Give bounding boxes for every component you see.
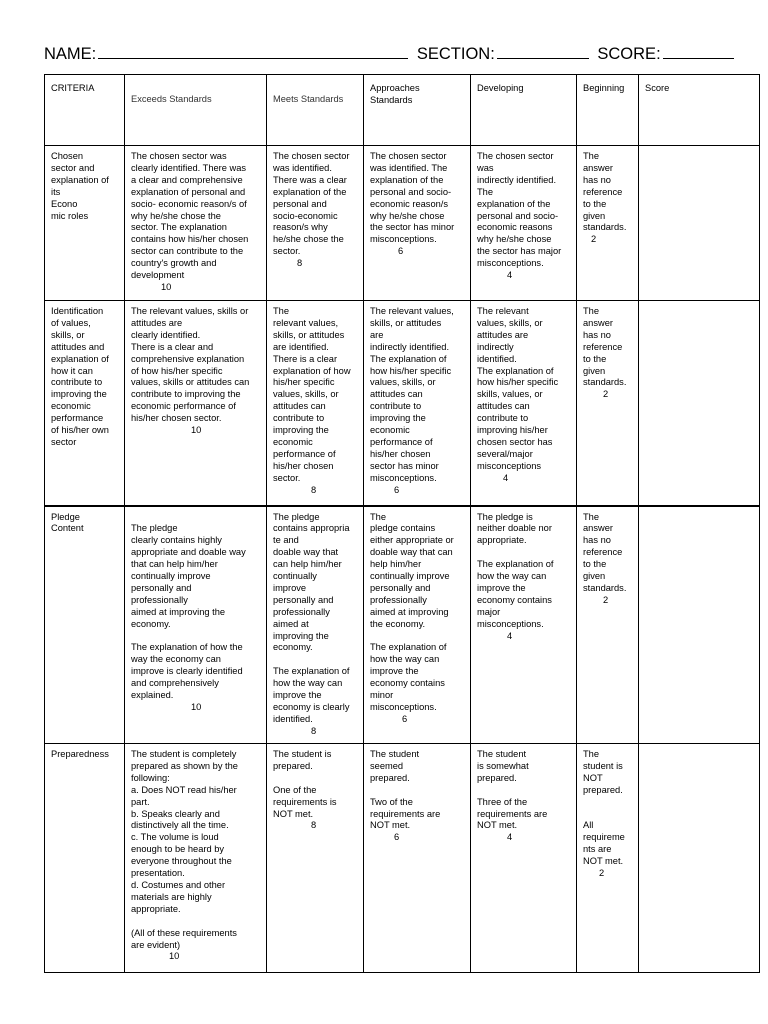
points-value: 10 [191, 702, 202, 712]
criteria-cell: Pledge Content [45, 506, 125, 744]
score-cell[interactable] [639, 506, 760, 744]
exceeds-cell [125, 506, 267, 744]
score-cell[interactable] [639, 744, 760, 973]
descriptor-text: The relevant values, skills, or attitudes are identified. There is a clear explanation of how his/her specific values, skills, or attitudes can contribute to improving the economic performance of his/her chosen sector. [273, 306, 351, 483]
descriptor-text: The student is prepared. One of the requirements is NOT met. [273, 749, 337, 819]
descriptor-text: The relevant values, skills, or attitudes are indirectly identified. The explanation of how his/her specific values, skills, or attitudes can contribute to improving the economic performance of his/her chosen sector has minor misconceptions. [370, 306, 454, 483]
points-value: 4 [507, 630, 513, 641]
descriptor-text: The pledge contains appropria te and doable way that can help him/her continually improve personally and professionally aimed at improving the economy. The explanation of how the way can improve the economy is clearly identified. [273, 511, 350, 724]
meets-cell [267, 744, 364, 973]
points-value: 10 [191, 425, 202, 436]
points-value: 8 [311, 820, 317, 831]
name-blank[interactable] [98, 43, 408, 59]
points-value: 6 [394, 832, 400, 843]
points-value: 10 [161, 281, 172, 292]
developing-cell [471, 301, 577, 506]
descriptor-text: The answer has no reference to the given standards. [583, 306, 627, 388]
beginning-cell [577, 301, 639, 506]
rubric-table [44, 74, 760, 973]
column-header-approaches: Approaches Standards [364, 75, 471, 146]
descriptor-text: The relevant values, skills, or attitudes are indirectly identified. The explanation of how his/her specific skills, values, or attitudes can contribute to improving his/her chosen sector has several/major misconceptions [477, 306, 559, 471]
beginning-cell [577, 744, 639, 973]
section-label: SECTION: [416, 45, 495, 63]
developing-cell [471, 744, 577, 973]
exceeds-cell [125, 301, 267, 506]
meets-cell [267, 506, 364, 744]
descriptor-text: The chosen sector was identified. The explanation of the personal and socio- economic reason/s why he/she chose the sector has minor misconceptions. [370, 151, 455, 245]
descriptor-text: The relevant values, skills or attitudes are clearly identified. There is a clear and comprehensive explanation of how his/her specific values, skills or attitudes can contribute to improving the economic performance of his/her chosen sector. [131, 306, 250, 424]
points-value: 2 [599, 868, 605, 879]
column-header-meets: Meets Standards [267, 75, 364, 146]
score-cell[interactable] [639, 146, 760, 301]
descriptor-text: The pledge clearly contains highly appropriate and doable way that can help him/her continually improve personally and professionally aimed at improving the economy. The explanation of how the way the economy can improve is clearly identified and comprehensively explained. [131, 523, 246, 701]
meets-cell [267, 301, 364, 506]
descriptor-text: The pledge is neither doable nor appropriate. The explanation of how the way can improve the economy contains major misconceptions. [477, 511, 554, 629]
column-header-beginning: Beginning [577, 75, 639, 146]
student-info-header [44, 43, 734, 67]
points-value: 4 [507, 832, 513, 843]
points-value: 10 [169, 951, 180, 962]
descriptor-text: The answer has no reference to the given standards. [583, 151, 627, 233]
score-label: SCORE: [597, 45, 661, 63]
score-cell[interactable] [639, 301, 760, 506]
descriptor-text: The chosen sector was indirectly identified. The explanation of the personal and socio- economic reasons why he/she chose the sector has major misconceptions. [477, 151, 562, 269]
points-value: 8 [311, 725, 317, 736]
points-value: 6 [402, 713, 408, 724]
meets-cell [267, 146, 364, 301]
descriptor-text: The answer has no reference to the given standards. [583, 511, 627, 593]
table-header-row [45, 75, 760, 146]
rubric-row-pledge-content [45, 506, 760, 744]
approaches-cell [364, 744, 471, 973]
descriptor-text: The chosen sector was clearly identified. There was a clear and comprehensive explanation of personal and socio- economic reason/s of why he/she chose the sector. The explanation contains how his/her chosen sector can contribute to the country's growth and development [131, 151, 249, 281]
points-value: 2 [603, 594, 609, 605]
column-header-score: Score [639, 75, 760, 146]
descriptor-text: The student is NOT prepared. All requireme nts are NOT met. [583, 749, 625, 867]
exceeds-cell [125, 744, 267, 973]
points-value: 6 [398, 246, 404, 257]
approaches-cell [364, 301, 471, 506]
approaches-cell [364, 506, 471, 744]
points-value: 4 [503, 472, 509, 483]
column-header-criteria: CRITERIA [45, 75, 125, 146]
points-value: 6 [394, 484, 400, 495]
approaches-cell [364, 146, 471, 301]
points-value: 4 [507, 270, 513, 281]
points-value: 2 [591, 234, 597, 245]
developing-cell [471, 146, 577, 301]
descriptor-text: The student is completely prepared as shown by the following: a. Does NOT read his/her part. b. Speaks clearly and distinctively all the time. c. The volume is loud enough to be heard by everyone throughout the presentation. d. Costumes and other materials are highly appropriate. (All of these requirements are evident) [131, 749, 238, 950]
criteria-cell: Preparedness [45, 744, 125, 973]
section-blank[interactable] [497, 43, 589, 59]
rubric-row-preparedness [45, 744, 760, 973]
descriptor-text: The student is somewhat prepared. Three of the requirements are NOT met. [477, 749, 548, 831]
rubric-row-values-skills [45, 301, 760, 506]
exceeds-cell [125, 146, 267, 301]
rubric-row-chosen-sector [45, 146, 760, 301]
beginning-cell [577, 506, 639, 744]
column-header-developing: Developing [471, 75, 577, 146]
points-value: 8 [311, 484, 317, 495]
name-label: NAME: [44, 45, 97, 63]
criteria-cell: Identification of values, skills, or attitudes and explanation of how it can contribute to improving the economic performance of his/her own sector [45, 301, 125, 506]
criteria-cell: Chosen sector and explanation of its Econo mic roles [45, 146, 125, 301]
descriptor-text: The pledge contains either appropriate or doable way that can help him/her continually improve personally and professionally aimed at improving the economy. The explanation of how the way can improve the economy contains minor misconceptions. [370, 511, 454, 712]
descriptor-text: The chosen sector was identified. There was a clear explanation of the personal and socio-economic reason/s why he/she chose the sector. [273, 151, 350, 257]
descriptor-text: The student seemed prepared. Two of the requirements are NOT met. [370, 749, 441, 831]
beginning-cell [577, 146, 639, 301]
column-header-exceeds: Exceeds Standards [125, 75, 267, 146]
developing-cell [471, 506, 577, 744]
score-blank[interactable] [663, 43, 734, 59]
points-value: 2 [603, 389, 609, 400]
points-value: 8 [297, 258, 303, 269]
